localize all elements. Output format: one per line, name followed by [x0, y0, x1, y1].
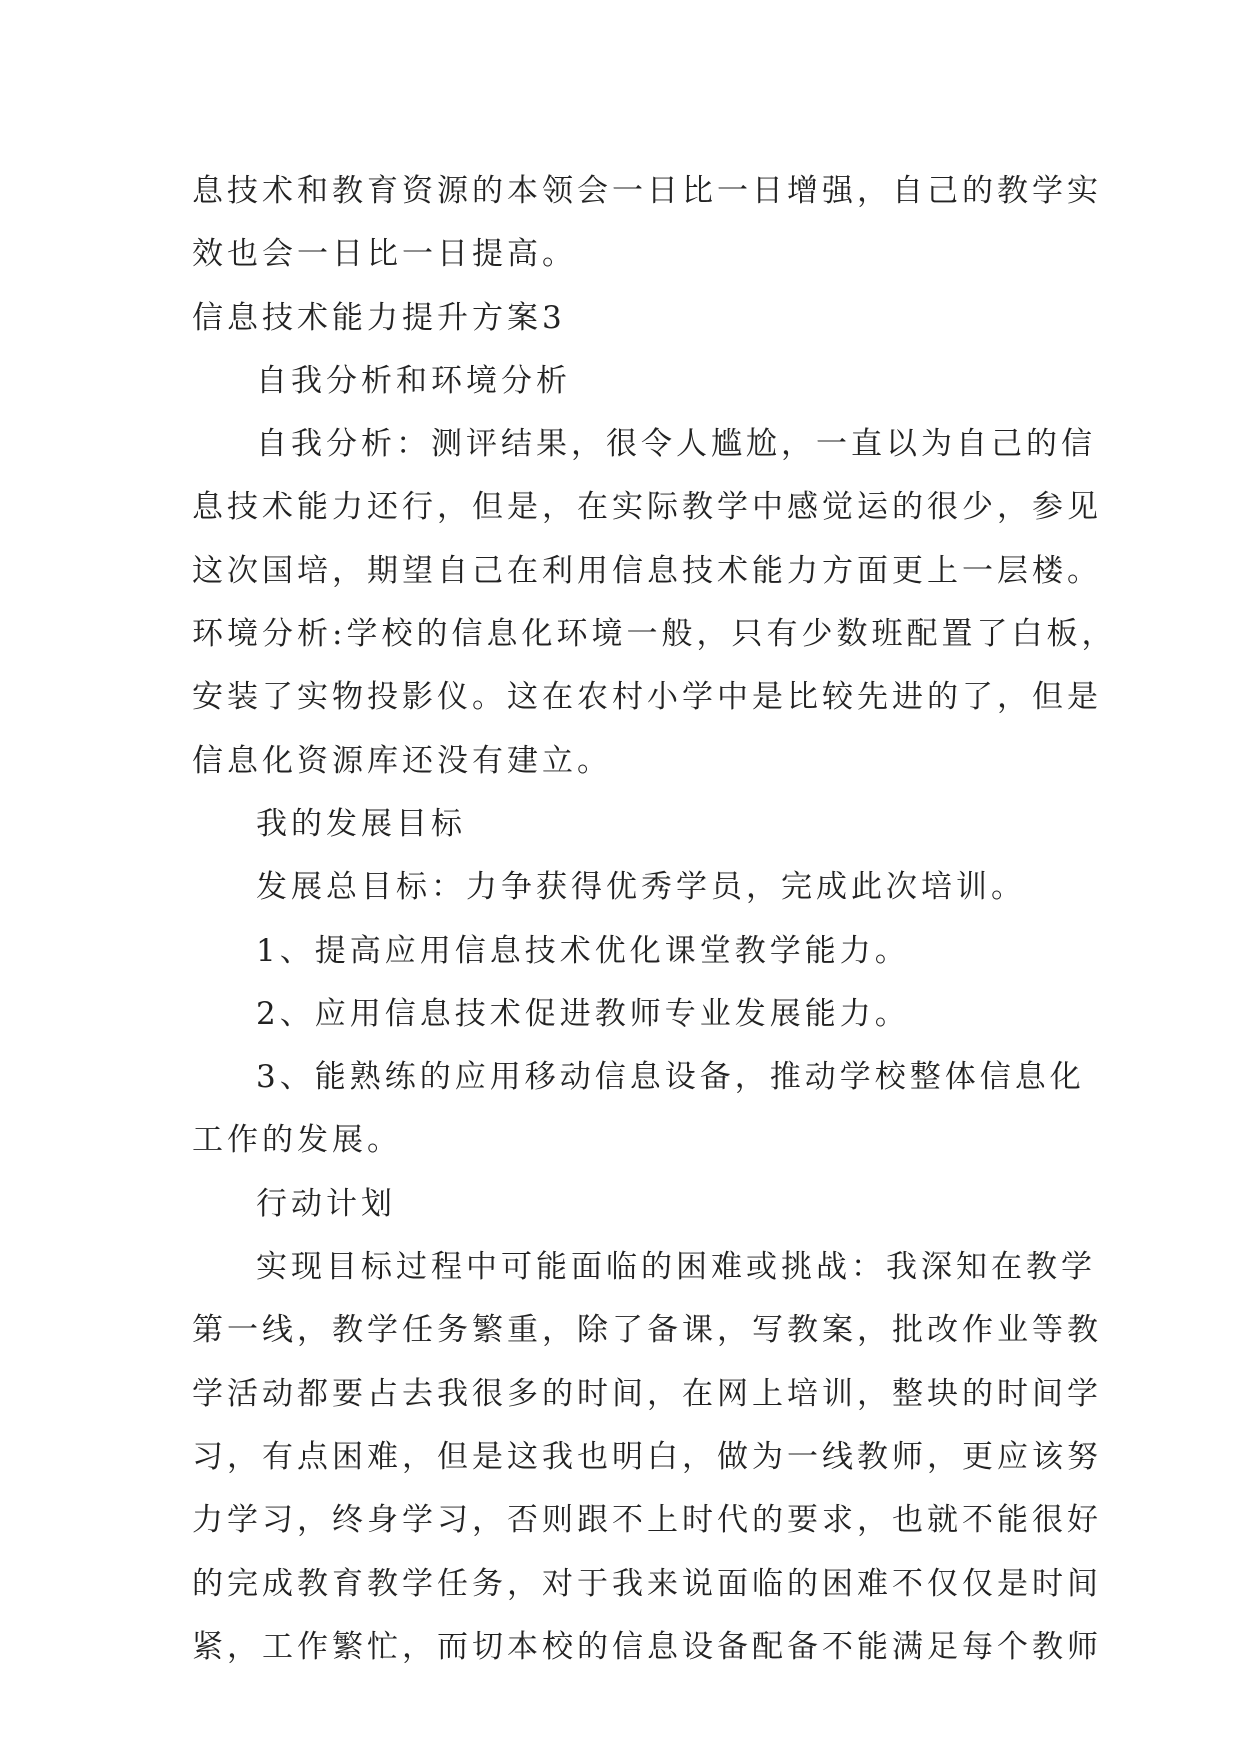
text-line: 信息技术能力提升方案3: [192, 299, 566, 336]
text-line: 学活动都要占去我很多的时间，在网上培训，整块的时间学: [192, 1375, 1102, 1412]
text-line: 自我分析和环境分析: [256, 362, 571, 399]
text-line: 息技术能力还行，但是，在实际教学中感觉运的很少，参见: [192, 489, 1102, 526]
text-line: 行动计划: [256, 1185, 396, 1222]
text-line: 息技术和教育资源的本领会一日比一日增强，自己的教学实: [192, 173, 1102, 209]
document-body: [192, 160, 1117, 1679]
text-line: 紧，工作繁忙，而切本校的信息设备配备不能满足每个教师: [192, 1628, 1102, 1665]
text-line: 力学习，终身学习，否则跟不上时代的要求，也就不能很好: [192, 1502, 1102, 1539]
text-line: 的完成教育教学任务，对于我来说面临的困难不仅仅是时间: [192, 1565, 1102, 1602]
text-line: 自我分析：测评结果，很令人尴尬，一直以为自己的信: [256, 426, 1096, 463]
text-line: 我的发展目标: [256, 805, 466, 842]
text-line: 安装了实物投影仪。这在农村小学中是比较先进的了，但是: [192, 679, 1102, 716]
text-line: 第一线，教学任务繁重，除了备课，写教案，批改作业等教: [192, 1312, 1102, 1349]
text-line: 这次国培，期望自己在利用信息技术能力方面更上一层楼。: [192, 552, 1102, 589]
text-line: 3、能熟练的应用移动信息设备，推动学校整体信息化: [256, 1059, 1085, 1096]
text-line: 实现目标过程中可能面临的困难或挑战：我深知在教学: [256, 1249, 1096, 1286]
text-line: 环境分析:学校的信息化环境一般，只有少数班配置了白板，: [192, 616, 1117, 653]
text-line: 1、提高应用信息技术优化课堂教学能力。: [256, 932, 910, 969]
text-line: 效也会一日比一日提高。: [192, 236, 577, 273]
text-line: 习，有点困难，但是这我也明白，做为一线教师，更应该努: [192, 1438, 1102, 1475]
text-line: 工作的发展。: [192, 1122, 402, 1159]
text-line: 2、应用信息技术促进教师专业发展能力。: [256, 995, 910, 1032]
text-line: 发展总目标：力争获得优秀学员，完成此次培训。: [256, 869, 1026, 906]
text-line: 信息化资源库还没有建立。: [192, 742, 612, 779]
